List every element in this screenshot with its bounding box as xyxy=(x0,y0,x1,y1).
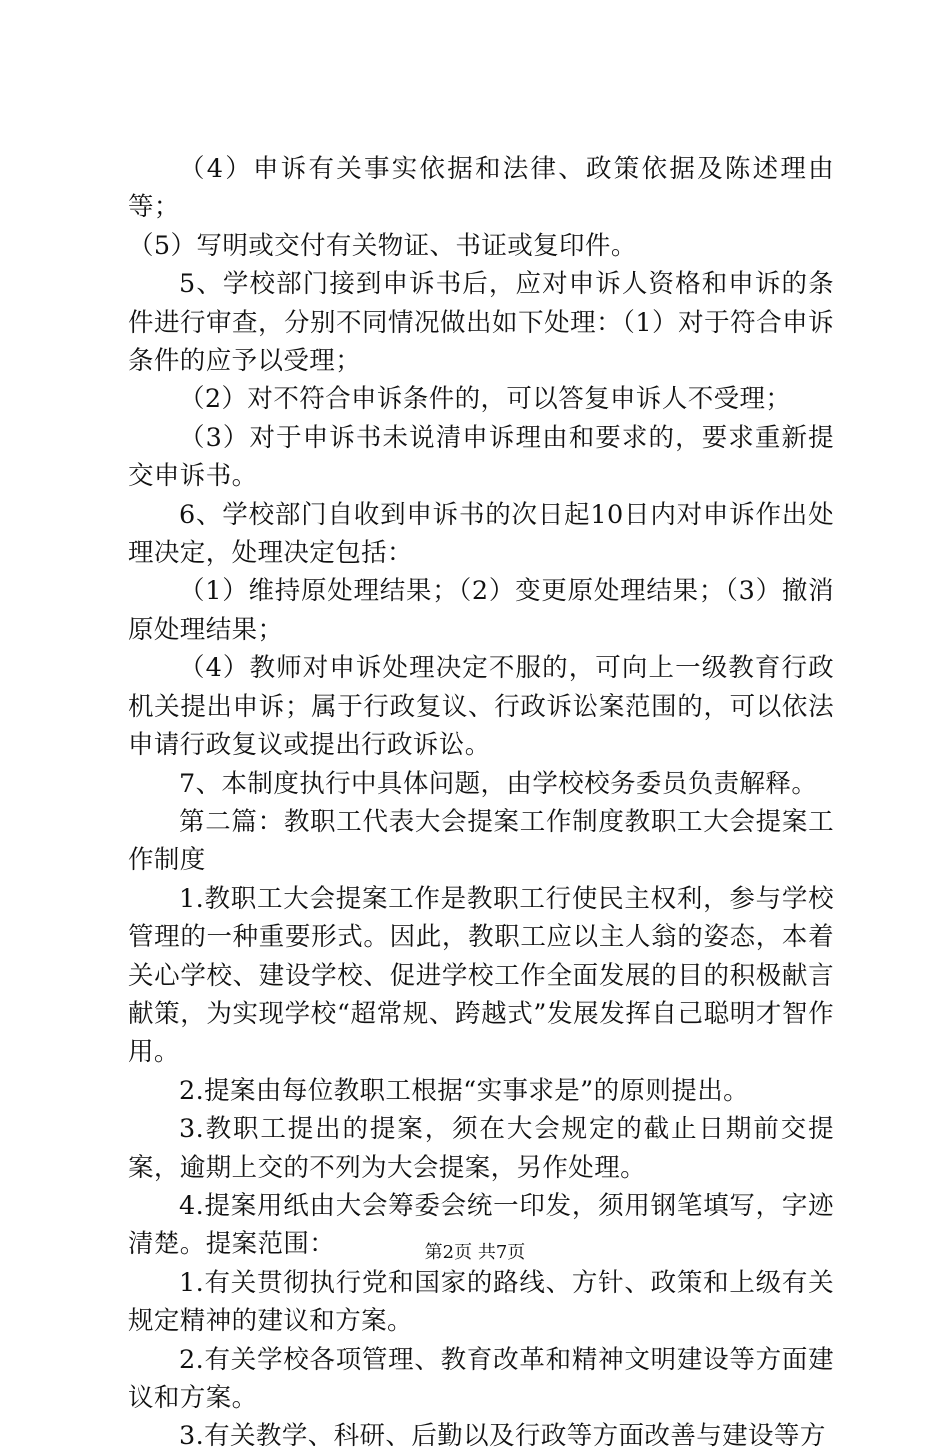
paragraph-proposal-3: 3.教职工提出的提案，须在大会规定的截止日期前交提案，逾期上交的不列为大会提案，另作处理。 xyxy=(128,1114,834,1183)
paragraph-appeal-item-4: （4）申诉有关事实依据和法律、政策依据及陈述理由等； xyxy=(128,154,834,223)
paragraph-section-6: 6、学校部门自收到申诉书的次日起10日内对申诉作出处理决定，处理决定包括： xyxy=(128,499,834,569)
paragraph-section-5: 5、学校部门接到申诉书后，应对申诉人资格和申诉的条件进行审查，分别不同情况做出如下处理：（1）对于符合申诉条件的应予以受理； xyxy=(128,269,834,377)
paragraph-proposal-4: 4.提案用纸由大会筹委会统一印发，须用钢笔填写，字迹清楚。提案范围： xyxy=(128,1190,834,1260)
paragraph-section-7: 7、本制度执行中具体问题，由学校校务委员负责解释。 xyxy=(179,768,818,799)
paragraph-section-6-item-4: （4）教师对申诉处理决定不服的，可向上一级教育行政机关提出申诉；属于行政复议、行政诉讼案范围的，可以依法申请行政复议或提出行政诉讼。 xyxy=(128,653,834,761)
page-footer: 第2页 共7页 xyxy=(424,1242,526,1263)
paragraph-scope-2: 2.有关学校各项管理、教育改革和精神文明建设等方面建议和方案。 xyxy=(128,1344,834,1413)
paragraph-proposal-2: 2.提案由每位教职工根据“实事求是”的原则提出。 xyxy=(179,1075,750,1106)
paragraph-scope-1: 1.有关贯彻执行党和国家的路线、方针、政策和上级有关规定精神的建议和方案。 xyxy=(128,1267,834,1337)
paragraph-section-6-items: （1）维持原处理结果；（2）变更原处理结果；（3）撤消原处理结果； xyxy=(128,576,834,645)
chapter-heading: 第二篇：教职工代表大会提案工作制度教职工大会提案工作制度 xyxy=(128,806,834,876)
paragraph-proposal-1: 1.教职工大会提案工作是教职工行使民主权利，参与学校管理的一种重要形式。因此，教职工应以主人翁的姿态，本着关心学校、建设学校、促进学校工作全面发展的目的积极献言献策，为实现学校“超常规、跨越式”发展发挥自己聪明才智作用。 xyxy=(128,883,834,1068)
paragraph-section-5-item-3: （3）对于申诉书未说清申诉理由和要求的，要求重新提交申诉书。 xyxy=(128,422,834,492)
paragraph-section-5-item-2: （2）对不符合申诉条件的，可以答复申诉人不受理； xyxy=(179,384,792,415)
paragraph-scope-3: 3.有关教学、科研、后勤以及行政等方面改善与建设等方 xyxy=(179,1421,826,1452)
paragraph-appeal-item-5: （5）写明或交付有关物证、书证或复印件。 xyxy=(128,230,637,261)
